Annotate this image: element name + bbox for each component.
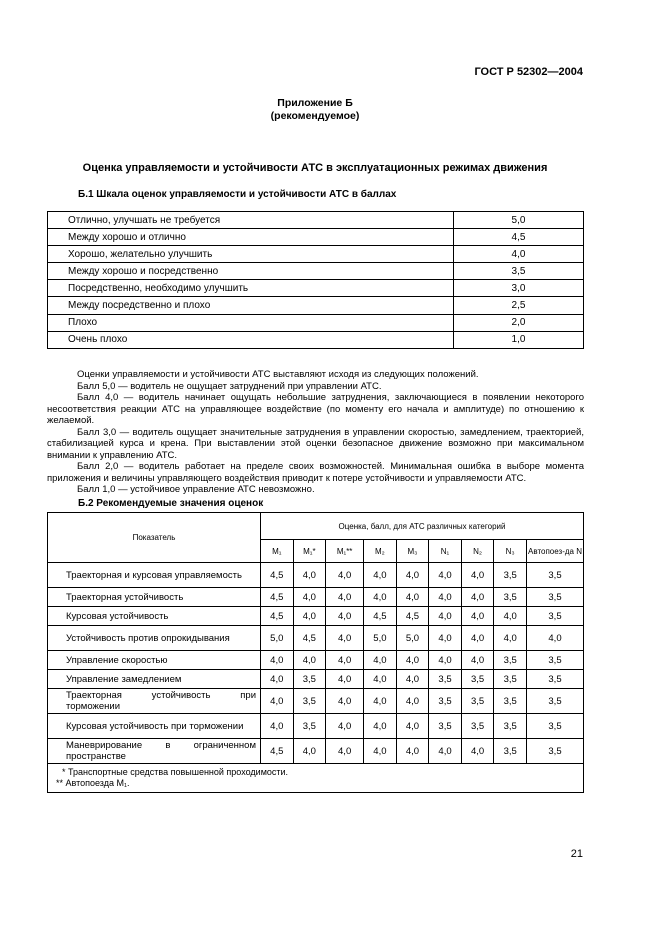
rating-value: 4,0 <box>461 588 494 607</box>
paragraph: Балл 5,0 — водитель не ощущает затруднений при управлении АТС. <box>77 380 382 392</box>
rating-value: 4,0 <box>293 651 326 670</box>
rating-value: 4,0 <box>326 651 364 670</box>
rating-value: 4,5 <box>293 626 326 651</box>
rating-value: 3,5 <box>527 714 584 739</box>
scale-row <box>48 297 584 314</box>
rating-value: 4,5 <box>261 607 294 626</box>
rating-value: 4,0 <box>461 651 494 670</box>
paragraph: Балл 1,0 — устойчивое управление АТС невозможно. <box>77 484 315 495</box>
rating-value: 4,0 <box>494 626 527 651</box>
scale-value: 3,0 <box>454 280 584 297</box>
rating-value: 5,0 <box>364 626 397 651</box>
scale-row <box>48 280 584 297</box>
rating-value: 4,0 <box>326 714 364 739</box>
rating-value: 4,5 <box>261 563 294 588</box>
indicator-label: Устойчивость против опрокидывания <box>48 626 261 651</box>
scale-row <box>48 263 584 280</box>
category-header: N₃ <box>494 540 527 563</box>
rating-value: 4,0 <box>326 739 364 764</box>
rating-value: 4,0 <box>364 563 397 588</box>
standard-number: ГОСТ Р 52302—2004 <box>474 66 583 78</box>
rating-value: 3,5 <box>527 607 584 626</box>
section2-title: Б.2 Рекомендуемые значения оценок <box>78 498 264 509</box>
scale-label: Отлично, улучшать не требуется <box>48 212 454 229</box>
rating-value: 4,0 <box>261 689 294 714</box>
appendix-heading <box>0 97 630 123</box>
indicator-header: Показатель <box>48 513 261 563</box>
rating-value: 4,0 <box>429 607 462 626</box>
rating-value: 3,5 <box>429 670 462 689</box>
rating-value: 3,5 <box>494 689 527 714</box>
appendix-title: Приложение Б <box>277 97 353 109</box>
rating-value: 4,0 <box>396 563 429 588</box>
category-header: Автопоез-да N <box>527 540 584 563</box>
scale-value: 2,0 <box>454 314 584 331</box>
rating-value: 3,5 <box>494 714 527 739</box>
category-header: M₃ <box>396 540 429 563</box>
category-header: M₂ <box>364 540 397 563</box>
rating-value: 4,0 <box>461 626 494 651</box>
table-row <box>48 563 584 588</box>
rating-value: 4,0 <box>326 689 364 714</box>
category-group-header: Оценка, балл, для АТС различных категорий <box>261 513 584 540</box>
rating-value: 4,0 <box>326 607 364 626</box>
scale-label: Хорошо, желательно улучшить <box>48 246 454 263</box>
rating-value: 4,0 <box>494 607 527 626</box>
rating-value: 4,0 <box>364 714 397 739</box>
paragraph: Балл 3,0 — водитель ощущает значительные затруднения в управлении скоростью, замедлением, траекторией, стабилизацией курса и крена. При выставлении этой оценки безопасное движение возможно при максимальном внимании к управлению АТС. <box>47 426 584 461</box>
scale-label: Плохо <box>48 314 454 331</box>
rating-value: 3,5 <box>461 670 494 689</box>
scale-row <box>48 246 584 263</box>
rating-value: 4,0 <box>429 563 462 588</box>
table-row <box>48 651 584 670</box>
rating-value: 4,0 <box>396 689 429 714</box>
rating-value: 4,0 <box>261 714 294 739</box>
rating-value: 4,0 <box>396 588 429 607</box>
indicator-label: Курсовая устойчивость при торможении <box>48 714 261 739</box>
rating-value: 4,0 <box>396 651 429 670</box>
rating-value: 3,5 <box>527 588 584 607</box>
scale-row <box>48 331 584 348</box>
table-row <box>48 626 584 651</box>
rating-value: 4,0 <box>293 739 326 764</box>
category-header: N₂ <box>461 540 494 563</box>
section1-title: Б.1 Шкала оценок управляемости и устойчивости АТС в баллах <box>78 189 397 200</box>
rating-value: 4,0 <box>396 739 429 764</box>
rating-value: 4,0 <box>364 588 397 607</box>
scale-value: 4,5 <box>454 229 584 246</box>
rating-value: 3,5 <box>494 739 527 764</box>
rating-value: 3,5 <box>527 670 584 689</box>
table-row <box>48 607 584 626</box>
rating-value: 4,0 <box>364 670 397 689</box>
indicator-label: Траекторная устойчивость <box>48 588 261 607</box>
rating-value: 5,0 <box>396 626 429 651</box>
category-header: M₁ <box>261 540 294 563</box>
rating-value: 5,0 <box>261 626 294 651</box>
rating-value: 3,5 <box>494 563 527 588</box>
rating-value: 3,5 <box>527 689 584 714</box>
category-header: M₁** <box>326 540 364 563</box>
rating-value: 4,0 <box>326 670 364 689</box>
scale-label: Очень плохо <box>48 331 454 348</box>
rating-value: 4,0 <box>527 626 584 651</box>
footnotes <box>48 764 584 793</box>
rating-scale-table <box>47 211 584 349</box>
rating-value: 4,0 <box>461 563 494 588</box>
rating-value: 3,5 <box>293 714 326 739</box>
rating-value: 3,5 <box>527 563 584 588</box>
scale-value: 2,5 <box>454 297 584 314</box>
rating-value: 4,5 <box>364 607 397 626</box>
paragraph: Оценки управляемости и устойчивости АТС выставляют исходя из следующих положений. <box>77 369 479 380</box>
rating-value: 4,0 <box>326 626 364 651</box>
appendix-subtitle: (рекомендуемое) <box>270 110 360 122</box>
category-header: M₁* <box>293 540 326 563</box>
rating-value: 3,5 <box>527 651 584 670</box>
rating-value: 4,0 <box>326 588 364 607</box>
rating-value: 4,0 <box>293 588 326 607</box>
rating-value: 3,5 <box>293 670 326 689</box>
rating-value: 4,0 <box>364 739 397 764</box>
scale-row <box>48 314 584 331</box>
rating-value: 4,0 <box>293 607 326 626</box>
scale-value: 4,0 <box>454 246 584 263</box>
table-row <box>48 714 584 739</box>
rating-value: 3,5 <box>461 689 494 714</box>
rating-value: 3,5 <box>494 670 527 689</box>
rating-value: 3,5 <box>527 739 584 764</box>
scale-label: Посредственно, необходимо улучшить <box>48 280 454 297</box>
rating-value: 4,0 <box>461 607 494 626</box>
rating-value: 4,0 <box>429 588 462 607</box>
rating-value: 4,0 <box>261 670 294 689</box>
indicator-label: Управление скоростью <box>48 651 261 670</box>
rating-value: 4,0 <box>429 651 462 670</box>
scale-label: Между хорошо и отлично <box>48 229 454 246</box>
rating-value: 4,5 <box>261 739 294 764</box>
scale-row <box>48 212 584 229</box>
rating-value: 3,5 <box>494 651 527 670</box>
footnote-row <box>48 764 584 793</box>
rating-value: 3,5 <box>429 714 462 739</box>
scale-row <box>48 229 584 246</box>
rating-value: 4,0 <box>326 563 364 588</box>
indicator-label: Траекторная и курсовая управляемость <box>48 563 261 588</box>
rating-value: 4,0 <box>293 563 326 588</box>
indicator-label: Курсовая устойчивость <box>48 607 261 626</box>
paragraph: Балл 4,0 — водитель начинает ощущать небольшие затруднения, заключающиеся в появлении некоторого несоответствия реакции АТС на управляющее воздействие (по моменту его начала и амплитуде) по отношению к желаемой. <box>47 392 584 426</box>
rating-value: 4,0 <box>429 739 462 764</box>
rating-value: 4,0 <box>461 739 494 764</box>
rating-value: 4,0 <box>364 651 397 670</box>
rating-value: 4,0 <box>429 626 462 651</box>
footnote: * Транспортные средства повышенной проходимости. <box>62 767 289 777</box>
rating-value: 4,0 <box>261 651 294 670</box>
scale-label: Между хорошо и посредственно <box>48 263 454 280</box>
table-row <box>48 670 584 689</box>
footnote: ** Автопоезда M₁. <box>56 778 130 788</box>
table-row <box>48 588 584 607</box>
paragraph: Балл 2,0 — водитель работает на пределе своих возможностей. Минимальная ошибка в выборе момента приложения и величины управляющего воздействия приводит к потере устойчивости и управляемости АТС. <box>47 461 584 484</box>
rating-value: 4,5 <box>396 607 429 626</box>
rating-value: 3,5 <box>494 588 527 607</box>
table-row <box>48 739 584 764</box>
indicator-label: Траекторная устойчивость при торможении <box>48 689 261 714</box>
rating-value: 3,5 <box>429 689 462 714</box>
scale-label: Между посредственно и плохо <box>48 297 454 314</box>
rating-value: 3,5 <box>461 714 494 739</box>
category-header: N₁ <box>429 540 462 563</box>
rating-value: 4,0 <box>396 670 429 689</box>
indicator-label: Маневрирование в ограниченном пространстве <box>48 739 261 764</box>
indicator-label: Управление замедлением <box>48 670 261 689</box>
scale-value: 5,0 <box>454 212 584 229</box>
rating-value: 4,5 <box>261 588 294 607</box>
rating-value: 4,0 <box>396 714 429 739</box>
table-row <box>48 689 584 714</box>
rating-value: 4,0 <box>364 689 397 714</box>
rating-explanations <box>47 369 584 496</box>
scale-value: 1,0 <box>454 331 584 348</box>
page-number: 21 <box>570 848 583 860</box>
scale-value: 3,5 <box>454 263 584 280</box>
main-title: Оценка управляемости и устойчивости АТС в эксплуатационных режимах движения <box>82 162 548 174</box>
rating-value: 3,5 <box>293 689 326 714</box>
recommended-values-table <box>47 512 584 793</box>
